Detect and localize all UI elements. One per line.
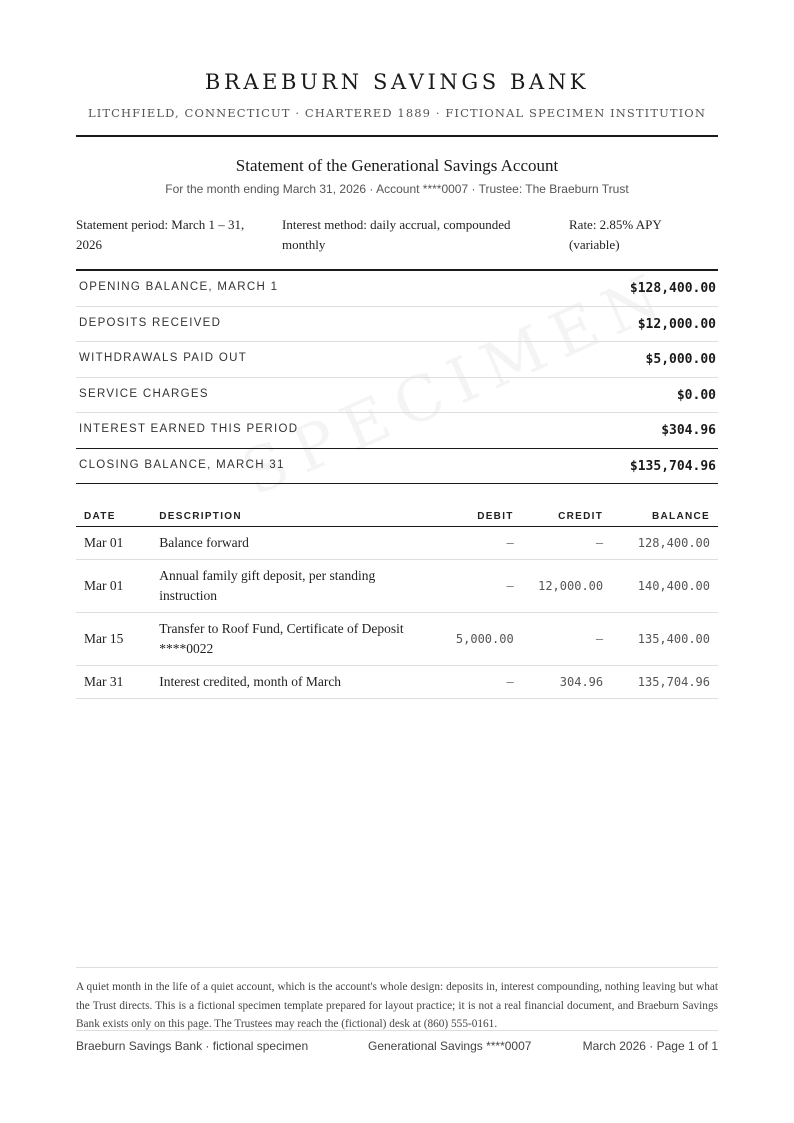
statement-title: Statement of the Generational Savings Account [235,156,559,175]
cell-credit: 304.96 [522,666,611,699]
bank-subtitle: LITCHFIELD, CONNECTICUT · CHARTERED 1889 · FICTIONAL SPECIMEN INSTITUTION [88,106,706,120]
cell-balance: 135,400.00 [611,613,718,666]
summary-amount: $128,400.00 [629,281,716,296]
cell-debit: — [432,527,522,560]
footer-rule-lower [76,1030,718,1031]
cell-description: Balance forward [151,527,431,560]
column-header-debit: DEBIT [432,506,522,527]
cell-balance: 140,400.00 [611,560,718,613]
table-row [76,666,718,699]
statement-page [76,0,718,1123]
summary-row-interest [76,413,718,448]
summary-label: DEPOSITS RECEIVED [79,316,222,329]
summary-amount: $135,704.96 [629,458,716,474]
column-header-balance: BALANCE [611,506,718,527]
cell-date: Mar 01 [76,527,151,560]
footer-note: A quiet month in the life of a quiet account, which is the account's whole design: deposits in, interest compounding, nothing leaving but what the Trust directs. This is a fictional specimen template prepared for layout practice; it is not a real financial document, and Braeburn Savings Bank exists only on this page. The Trustees may reach the (fictional) desk at (860) 555-0161. [76,981,718,1030]
summary-amount: $5,000.00 [645,352,716,367]
summary-amount: $0.00 [676,387,716,403]
cell-debit: 5,000.00 [432,613,522,666]
summary-amount: $304.96 [661,423,716,438]
cell-credit: 12,000.00 [522,560,611,613]
statement-period: Statement period: March 1 – 31, 2026 [76,217,245,252]
summary-row-service-charges [76,378,718,414]
footer-account: Generational Savings ****0007 [368,1039,532,1053]
column-header-date: DATE [76,506,151,527]
summary-label: INTEREST EARNED THIS PERIOD [79,423,299,435]
cell-date: Mar 31 [76,666,151,699]
interest-rate: Rate: 2.85% APY (variable) [569,217,662,252]
cell-date: Mar 01 [76,560,151,613]
cell-description: Transfer to Roof Fund, Certificate of Deposit ****0022 [151,613,431,666]
cell-debit: — [432,560,522,613]
cell-credit: — [522,613,611,666]
cell-balance: 135,704.96 [611,666,718,699]
footer-rule [76,967,718,968]
statement-subtitle: For the month ending March 31, 2026 · Account ****0007 · Trustee: The Braeburn Trust [165,182,629,196]
balance-summary [76,269,718,484]
table-row [76,560,718,613]
column-header-credit: CREDIT [522,506,611,527]
summary-row-deposits [76,307,718,343]
summary-amount: $12,000.00 [637,316,716,332]
summary-label: SERVICE CHARGES [79,387,209,400]
interest-method: Interest method: daily accrual, compounded monthly [282,217,511,252]
table-row [76,527,718,560]
cell-date: Mar 15 [76,613,151,666]
summary-row-closing [76,448,718,484]
column-header-description: DESCRIPTION [151,506,431,527]
transactions-table [76,506,718,699]
summary-label: WITHDRAWALS PAID OUT [79,352,248,364]
cell-description: Interest credited, month of March [151,666,431,699]
summary-label: CLOSING BALANCE, MARCH 31 [79,458,285,471]
table-header-row [76,506,718,527]
summary-row-withdrawals [76,342,718,378]
footer-bank: Braeburn Savings Bank · fictional specimen [76,1039,309,1053]
cell-credit: — [522,527,611,560]
cell-debit: — [432,666,522,699]
cell-balance: 128,400.00 [611,527,718,560]
page-footer [76,1039,718,1055]
header-rule [76,135,718,137]
summary-label: OPENING BALANCE, MARCH 1 [79,281,279,293]
cell-description: Annual family gift deposit, per standing instruction [151,560,431,613]
footer-page-number: March 2026 · Page 1 of 1 [582,1039,718,1053]
table-row [76,613,718,666]
summary-row-opening [76,271,718,307]
bank-name: BRAEBURN SAVINGS BANK [204,70,590,94]
